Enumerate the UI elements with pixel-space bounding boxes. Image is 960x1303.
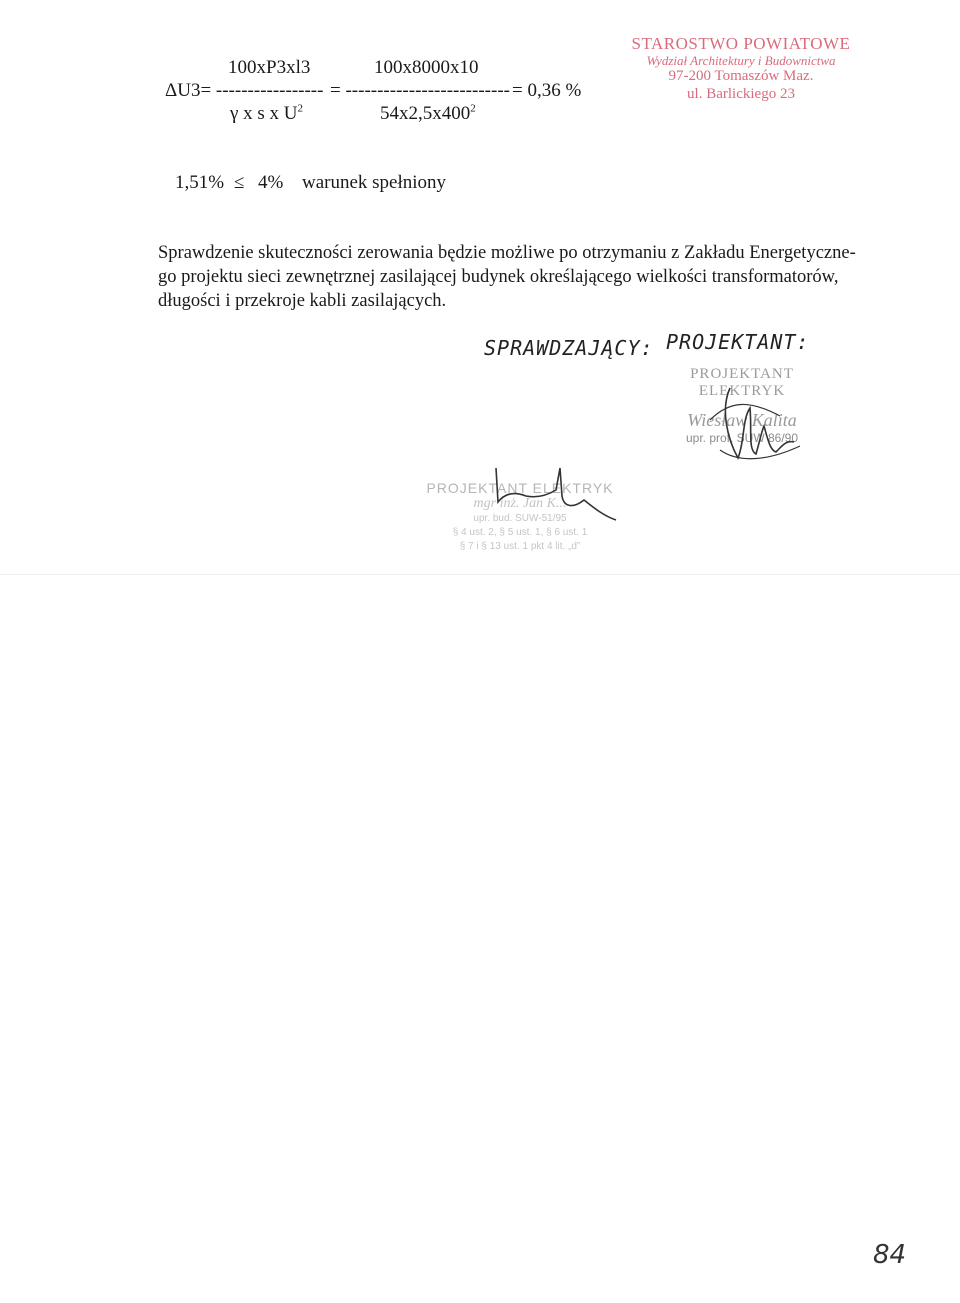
condition-text: warunek spełniony: [302, 172, 447, 193]
page-number: 84: [873, 1240, 907, 1270]
formula-lhs: ΔU3= -----------------: [165, 80, 324, 101]
checker-stamp-name: mgr inż. Jan K...: [473, 496, 567, 511]
formula-numerator-numeric: 100x8000x10: [374, 57, 479, 78]
formula-numerator-symbolic: 100xP3xl3: [228, 57, 311, 78]
office-stamp-title: STAROSTWO POWIATOWE: [631, 34, 851, 53]
checker-label: SPRAWDZAJĄCY:: [484, 336, 654, 360]
note-line-2: go projektu sieci zewnętrznej zasilającej budynek określającego wielkości transformatorów,: [158, 267, 839, 287]
note-paragraph: [158, 241, 898, 313]
checker-stamp-law-1: § 4 ust. 2, § 5 ust. 1, § 6 ust. 1: [452, 527, 588, 538]
designer-stamp-title: PROJEKTANT ELEKTRYK: [690, 366, 794, 399]
designer-stamp: [652, 366, 832, 445]
condition-value: 1,51%: [175, 172, 225, 193]
designer-label: PROJEKTANT:: [666, 330, 810, 354]
office-stamp-postal: 97-200 Tomaszów Maz.: [668, 68, 814, 85]
formula-denominator-symbolic: γ x s x $U^2$: [230, 102, 304, 124]
designer-stamp-license: upr. prof. SUW 86/90: [685, 431, 799, 445]
office-stamp-department: Wydział Architektury i Budownictwa: [646, 52, 836, 68]
checker-stamp-law-2: § 7 i § 13 ust. 1 pkt 4 lit. „d”: [459, 541, 581, 552]
condition-limit: 4%: [258, 172, 284, 193]
formula-fraction-bar: = --------------------------: [330, 80, 510, 101]
note-line-1: Sprawdzenie skuteczności zerowania będzie możliwe po otrzymaniu z Zakładu Energetyczne-: [158, 243, 856, 263]
formula-denominator-numeric: $54x2,5x400^2$: [380, 102, 476, 124]
scan-edge-line: [0, 574, 960, 575]
checker-stamp-title: PROJEKTANT ELEKTRYK: [426, 480, 614, 496]
formula-result: = 0,36 %: [512, 80, 582, 101]
condition-operator: ≤: [234, 172, 245, 193]
designer-stamp-name: Wiesław Kalita: [687, 410, 797, 430]
office-stamp-street: ul. Barlickiego 23: [687, 85, 795, 102]
note-line-3: długości i przekroje kabli zasilających.: [158, 291, 447, 311]
checker-stamp: [420, 480, 620, 554]
office-stamp: [626, 34, 856, 103]
checker-stamp-license: upr. bud. SUW-51/95: [473, 513, 567, 524]
